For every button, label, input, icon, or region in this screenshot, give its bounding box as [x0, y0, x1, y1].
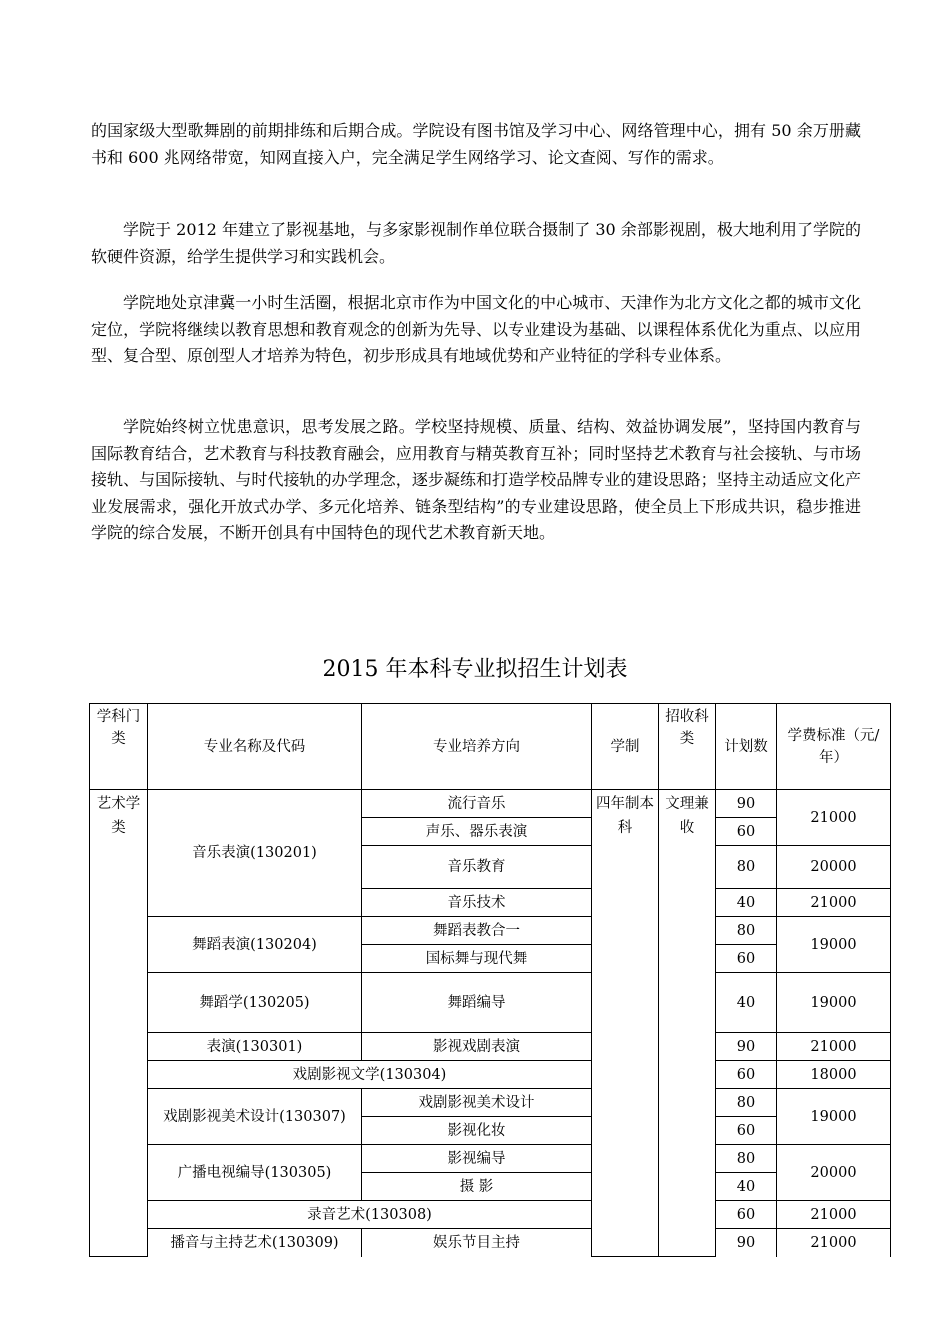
count-cell: 80	[716, 846, 777, 889]
table-row	[90, 1089, 891, 1117]
direction-cell: 声乐、器乐表演	[362, 818, 592, 846]
direction-cell: 音乐技术	[362, 889, 592, 917]
paragraph-location: 学院地处京津冀一小时生活圈，根据北京市作为中国文化的中心城市、天津作为北方文化之都的城市文化定位，学院将继续以教育思想和教育观念的创新为先导、以专业建设为基础、以课程体系优化为重点、以应用型、复合型、原创型人才培养为特色，初步形成具有地域优势和产业特征的学科专业体系。	[91, 293, 861, 365]
fee-cell: 21000	[777, 889, 891, 917]
direction-cell: 国标舞与现代舞	[362, 945, 592, 973]
table-title: 2015 年本科专业拟招生计划表	[322, 657, 628, 682]
major-cell: 播音与主持艺术(130309)	[148, 1229, 362, 1257]
count-cell: 40	[716, 973, 777, 1033]
subject-cell: 文理兼收	[659, 790, 716, 1257]
major-cell: 录音艺术(130308)	[148, 1201, 592, 1229]
count-cell: 90	[716, 790, 777, 818]
fee-cell: 21000	[777, 1033, 891, 1061]
table-row	[90, 973, 891, 1033]
fee-cell: 21000	[777, 1229, 891, 1257]
count-cell: 80	[716, 917, 777, 945]
count-cell: 90	[716, 1033, 777, 1061]
fee-cell: 19000	[777, 1089, 891, 1145]
table-row	[90, 1145, 891, 1173]
table-header-row	[90, 704, 891, 790]
major-cell: 舞蹈学(130205)	[148, 973, 362, 1033]
paragraph-film-base: 学院于 2012 年建立了影视基地，与多家影视制作单位联合摄制了 30 余部影视剧，极大地利用了学院的软硬件资源，给学生提供学习和实践机会。	[91, 220, 861, 266]
fee-cell: 18000	[777, 1061, 891, 1089]
table-row	[90, 1061, 891, 1089]
header-duration: 学制	[592, 704, 659, 790]
header-subject: 招收科类	[659, 704, 716, 790]
fee-cell: 19000	[777, 917, 891, 973]
count-cell: 40	[716, 889, 777, 917]
count-cell: 40	[716, 1173, 777, 1201]
fee-cell: 21000	[777, 1201, 891, 1229]
direction-cell: 流行音乐	[362, 790, 592, 818]
duration-cell: 四年制本科	[592, 790, 659, 1257]
major-cell: 广播电视编导(130305)	[148, 1145, 362, 1201]
table-row	[90, 917, 891, 945]
direction-cell: 舞蹈编导	[362, 973, 592, 1033]
header-category: 学科门类	[90, 704, 148, 790]
major-cell: 舞蹈表演(130204)	[148, 917, 362, 973]
header-direction: 专业培养方向	[362, 704, 592, 790]
paragraph-development: 学院始终树立忧患意识，思考发展之路。学校坚持规模、质量、结构、效益协调发展”，坚持国内教育与国际教育结合，艺术教育与科技教育融会，应用教育与精英教育互补；同时坚持艺术教育与社会接轨、与市场接轨、与国际接轨、与时代接轨的办学理念，逐步凝练和打造学校品牌专业的建设思路；坚持主动适应文化产业发展需求，强化开放式办学、多元化培养、链条型结构”的专业建设思路，使全员上下形成共识，稳步推进学院的综合发展，不断开创具有中国特色的现代艺术教育新天地。	[91, 417, 861, 542]
fee-cell: 20000	[777, 1145, 891, 1201]
direction-cell: 舞蹈表教合一	[362, 917, 592, 945]
header-fee: 学费标准（元/年）	[777, 704, 891, 790]
direction-cell: 音乐教育	[362, 846, 592, 889]
count-cell: 80	[716, 1089, 777, 1117]
fee-cell: 20000	[777, 846, 891, 889]
direction-cell: 影视戏剧表演	[362, 1033, 592, 1061]
count-cell: 80	[716, 1145, 777, 1173]
major-cell: 戏剧影视美术设计(130307)	[148, 1089, 362, 1145]
direction-cell: 戏剧影视美术设计	[362, 1089, 592, 1117]
header-major: 专业名称及代码	[148, 704, 362, 790]
count-cell: 60	[716, 945, 777, 973]
count-cell: 60	[716, 1201, 777, 1229]
fee-cell: 19000	[777, 973, 891, 1033]
major-cell: 表演(130301)	[148, 1033, 362, 1061]
count-cell: 60	[716, 818, 777, 846]
table-row	[90, 1201, 891, 1229]
direction-cell: 影视化妆	[362, 1117, 592, 1145]
table-row	[90, 1033, 891, 1061]
table-row	[90, 1229, 891, 1257]
direction-cell: 娱乐节目主持	[362, 1229, 592, 1257]
count-cell: 60	[716, 1061, 777, 1089]
table-row	[90, 790, 891, 818]
header-count: 计划数	[716, 704, 777, 790]
fee-cell: 21000	[777, 790, 891, 846]
count-cell: 90	[716, 1229, 777, 1257]
direction-cell: 影视编导	[362, 1145, 592, 1173]
count-cell: 60	[716, 1117, 777, 1145]
paragraph-facilities: 的国家级大型歌舞剧的前期排练和后期合成。学院设有图书馆及学习中心、网络管理中心，拥有 50 余万册藏书和 600 兆网络带宽，知网直接入户，完全满足学生网络学习、论文查阅、写作的需求。	[91, 121, 861, 167]
enrollment-plan-table	[89, 703, 891, 1257]
major-cell: 戏剧影视文学(130304)	[148, 1061, 592, 1089]
category-cell: 艺术学类	[90, 790, 148, 1257]
major-cell: 音乐表演(130201)	[148, 790, 362, 917]
direction-cell: 摄 影	[362, 1173, 592, 1201]
